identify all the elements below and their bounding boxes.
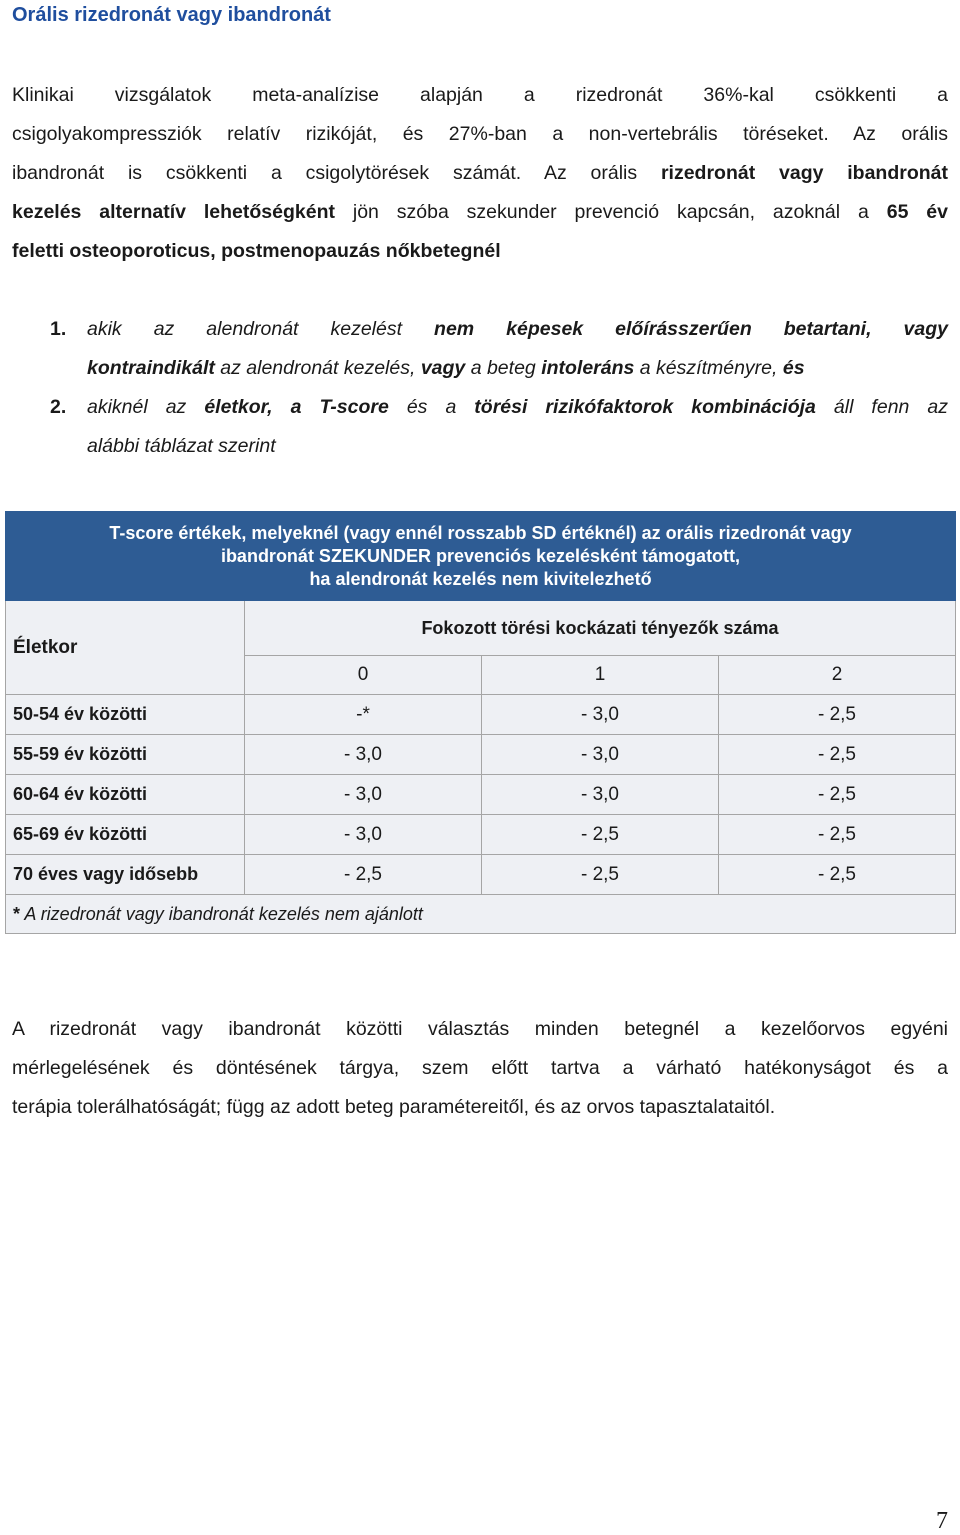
table-header-row <box>6 601 956 656</box>
intro-line-3 <box>12 154 948 193</box>
intro-line-3-text: ibandronát is csökkenti a csigolytörések számát. Az orális <box>12 162 661 184</box>
age-cell: 50-54 év közötti <box>6 695 245 735</box>
risk-factor-header: Fokozott törési kockázati tényezők száma <box>245 601 956 656</box>
intro-line-5 <box>12 232 948 271</box>
intro-line-4-age: 65 év <box>886 201 948 223</box>
tscore-table <box>5 511 956 934</box>
list-text: akiknél az <box>87 396 205 418</box>
closing-paragraph <box>12 1010 948 1127</box>
table-heading <box>6 512 956 601</box>
value-cell: - 2,5 <box>719 695 956 735</box>
age-cell: 65-69 év közötti <box>6 815 245 855</box>
list-item-1-line-2 <box>87 349 948 388</box>
column-header: 0 <box>245 656 482 695</box>
table-row <box>6 735 956 775</box>
value-cell: - 3,0 <box>482 695 719 735</box>
list-item-2-line-1 <box>87 388 948 427</box>
list-item-1-line-1 <box>87 310 948 349</box>
closing-line-1: A rizedronát vagy ibandronát közötti választás minden betegnél a kezelőorvos egyéni <box>12 1018 948 1040</box>
value-cell: - 2,5 <box>245 855 482 895</box>
intro-line-2: csigolyakompressziók relatív rizikóját, és 27%-ban a non-vertebrális töréseket. Az orális <box>12 123 948 145</box>
list-bold: törési rizikófaktorok kombinációja <box>474 396 816 418</box>
footnote-text: A rizedronát vagy ibandronát kezelés nem ajánlott <box>20 903 423 924</box>
list-bold: életkor, a T-score <box>204 396 389 418</box>
table-heading-line: T-score értékek, melyeknél (vagy ennél rosszabb SD értéknél) az orális rizedronát vagy <box>109 522 852 543</box>
value-cell: - 3,0 <box>245 735 482 775</box>
list-item <box>50 310 948 388</box>
intro-line-4-bold: kezelés alternatív lehetőségként <box>12 201 335 223</box>
page-number: 7 <box>936 1508 948 1534</box>
list-number: 2. <box>50 396 67 418</box>
list-bold: vagy <box>420 357 466 379</box>
intro-line-5-bold: feletti osteoporoticus, postmenopauzás nőkbetegnél <box>12 240 501 262</box>
list-bold: és <box>782 357 805 379</box>
value-cell: - 2,5 <box>482 855 719 895</box>
table-heading-line: ha alendronát kezelés nem kivitelezhető <box>309 568 652 589</box>
criteria-list <box>50 310 948 466</box>
column-header: 2 <box>719 656 956 695</box>
table-footnote <box>6 895 956 934</box>
intro-paragraph <box>12 76 948 271</box>
table-row <box>6 815 956 855</box>
value-cell: - 3,0 <box>245 775 482 815</box>
list-bold: intoleráns <box>541 357 635 379</box>
value-cell: - 2,5 <box>719 815 956 855</box>
age-cell: 55-59 év közötti <box>6 735 245 775</box>
list-text: akik az alendronát kezelést <box>87 318 435 340</box>
list-text: a készítményre, <box>634 357 783 379</box>
column-header: 1 <box>482 656 719 695</box>
value-cell: - 2,5 <box>719 855 956 895</box>
age-column-header: Életkor <box>6 601 245 695</box>
list-text: az alendronát kezelés, <box>214 357 421 379</box>
value-cell: -* <box>245 695 482 735</box>
list-number: 1. <box>50 318 67 340</box>
value-cell: - 3,0 <box>482 775 719 815</box>
age-cell: 60-64 év közötti <box>6 775 245 815</box>
table-row <box>6 775 956 815</box>
list-bold: nem képesek előírásszerűen betartani, <box>434 318 872 340</box>
closing-line-2: mérlegelésének és döntésének tárgya, szem előtt tartva a várható hatékonyságot és a <box>12 1057 948 1079</box>
footnote-star: * <box>13 903 21 924</box>
table-row <box>6 855 956 895</box>
table-row <box>6 695 956 735</box>
list-item-2-line-2: alábbi táblázat szerint <box>87 435 276 457</box>
list-item <box>50 388 948 466</box>
age-cell: 70 éves vagy idősebb <box>6 855 245 895</box>
table-heading-line: ibandronát SZEKUNDER prevenciós kezelésként támogatott, <box>220 545 741 566</box>
list-bold: kontraindikált <box>87 357 215 379</box>
list-text: a beteg <box>465 357 542 379</box>
intro-line-4 <box>12 193 948 232</box>
value-cell: - 2,5 <box>719 775 956 815</box>
intro-line-1: Klinikai vizsgálatok meta-analízise alapján a rizedronát 36%-kal csökkenti a <box>12 84 948 106</box>
value-cell: - 3,0 <box>245 815 482 855</box>
closing-line-3: terápia tolerálhatóságát; függ az adott beteg paramétereitől, és az orvos tapasztalataitól. <box>12 1096 776 1118</box>
intro-line-3-bold: rizedronát vagy ibandronát <box>660 162 949 184</box>
list-text: áll fenn az <box>815 396 948 418</box>
intro-line-4-text: jön szóba szekunder prevenció kapcsán, azoknál a <box>334 201 887 223</box>
value-cell: - 2,5 <box>719 735 956 775</box>
list-bold: vagy <box>871 318 948 340</box>
table-note-row <box>6 895 956 934</box>
page-title: Orális rizedronát vagy ibandronát <box>12 4 331 26</box>
list-text: és a <box>388 396 475 418</box>
value-cell: - 2,5 <box>482 815 719 855</box>
value-cell: - 3,0 <box>482 735 719 775</box>
table-heading-row <box>6 512 956 601</box>
